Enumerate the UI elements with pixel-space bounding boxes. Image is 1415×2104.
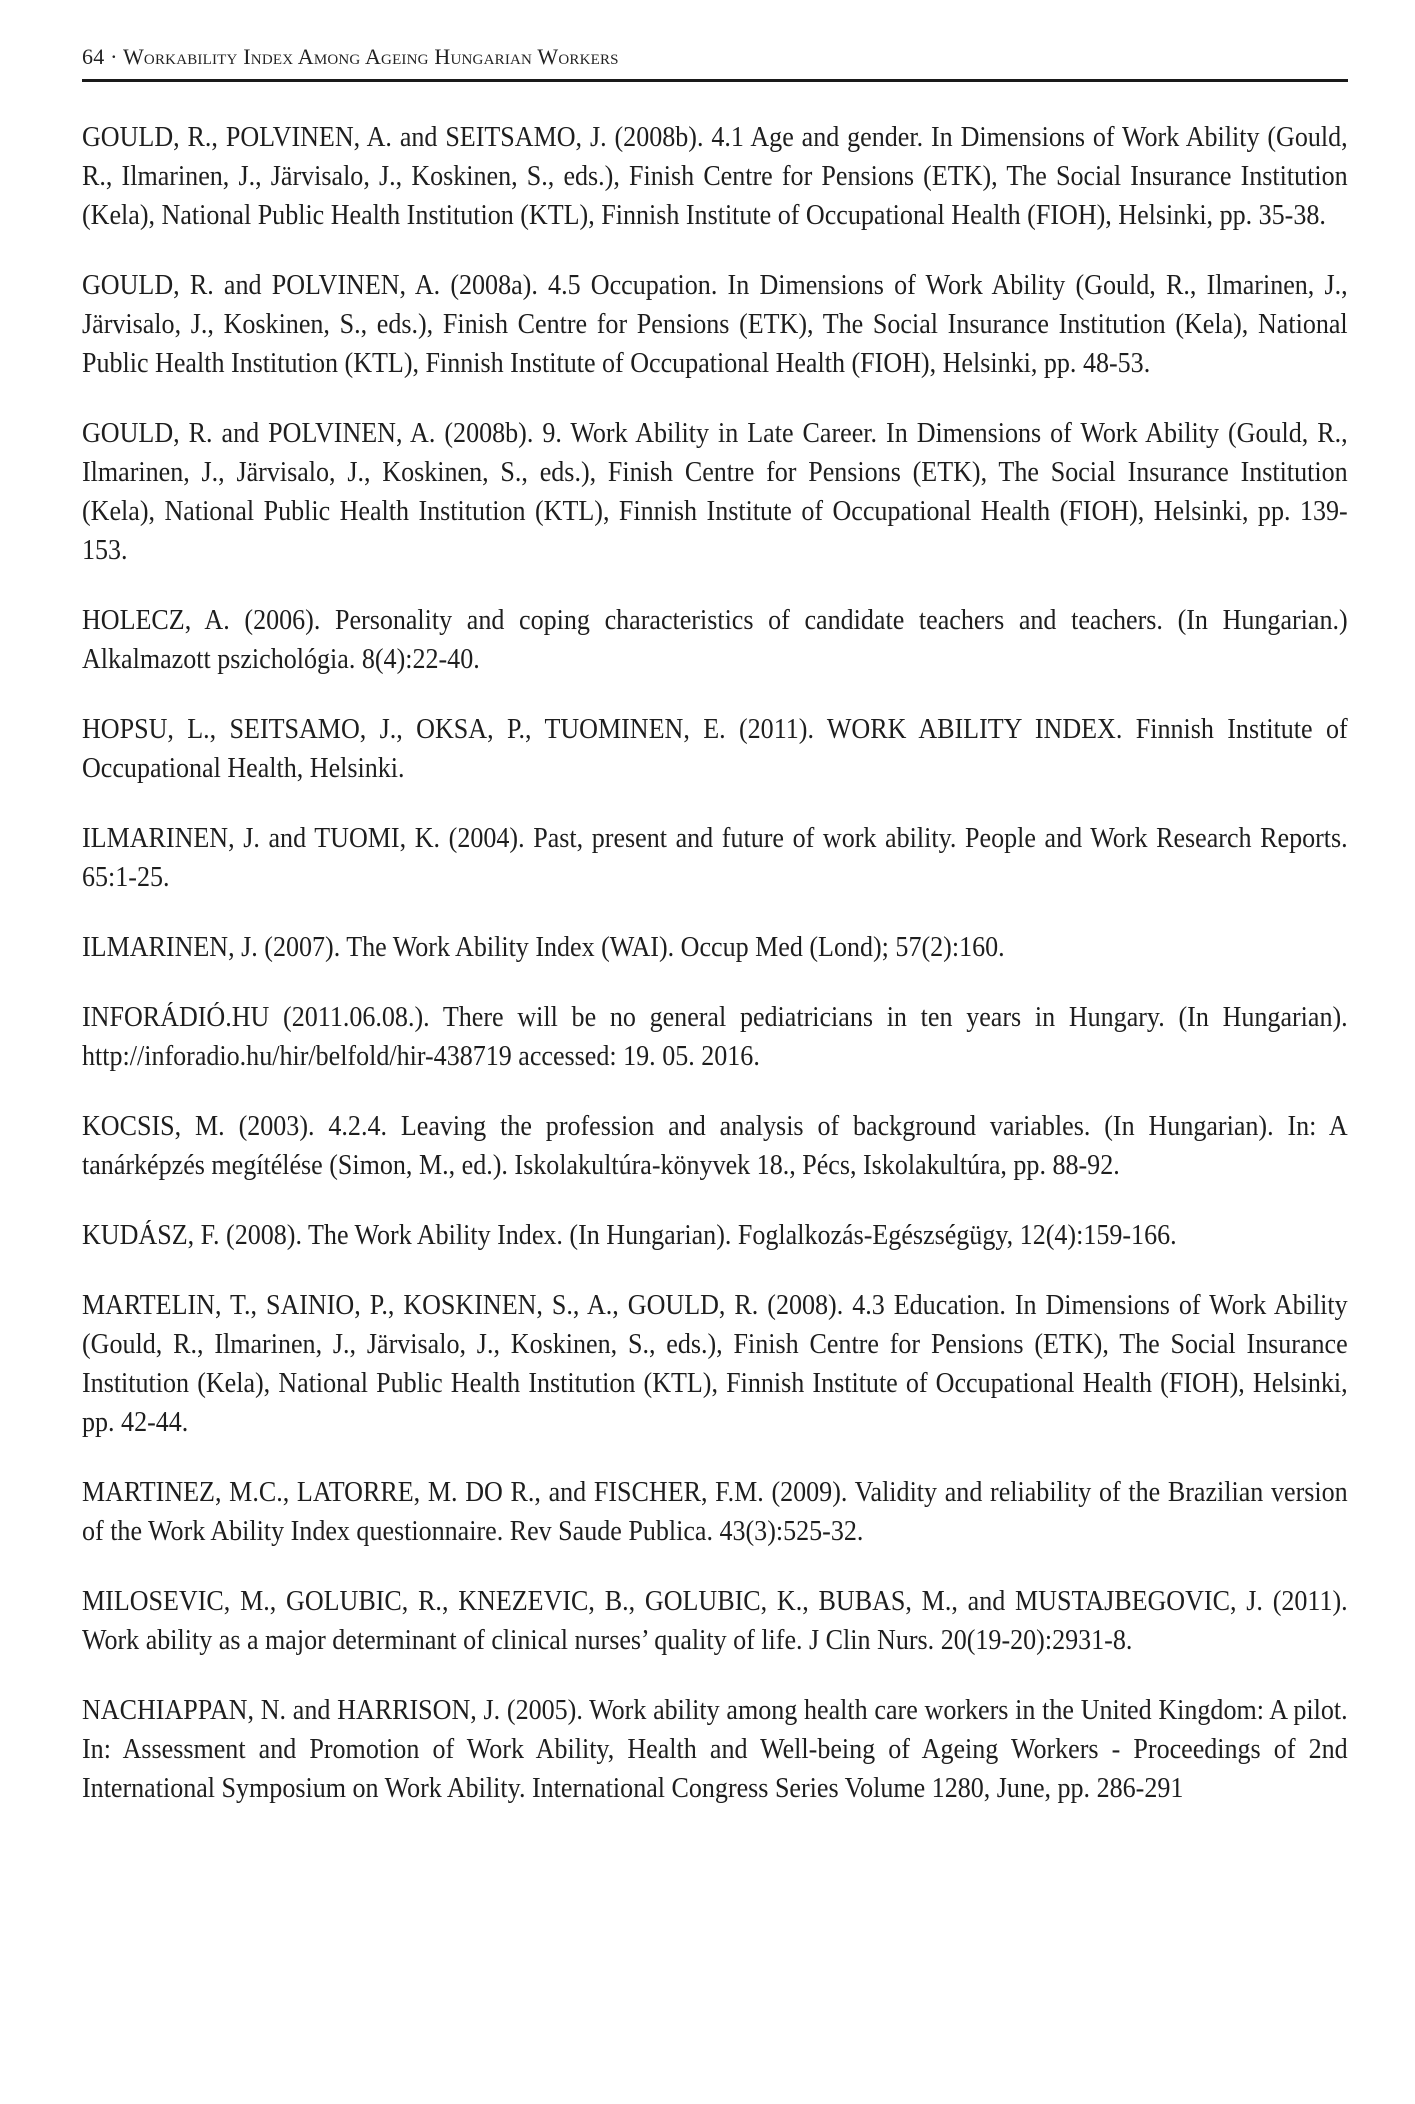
reference-entry: HOLECZ, A. (2006). Personality and coping characteristics of candidate teachers and teachers. (In Hungarian.) Alkalmazott pszichológia. 8(4):22-40.	[82, 605, 1348, 675]
reference-entry: NACHIAPPAN, N. and HARRISON, J. (2005). Work ability among health care workers in the United Kingdom: A pilot. In: Assessment and Promotion of Work Ability, Health and Well-being of Ageing Workers - Proceedings of 2nd International Symposium on Work Ability. International Congress Series Volume 1280, June, pp. 286-291	[82, 1695, 1348, 1804]
reference-entry: KOCSIS, M. (2003). 4.2.4. Leaving the profession and analysis of background variables. (In Hungarian). In: A tanárképzés megítélése (Simon, M., ed.). Iskolakultúra-könyvek 18., Pécs, Iskolakultúra, pp. 88-92.	[82, 1111, 1348, 1181]
reference-entry: KUDÁSZ, F. (2008). The Work Ability Index. (In Hungarian). Foglalkozás-Egészségügy, 12(4):159-166.	[82, 1220, 1177, 1251]
reference-entry: ILMARINEN, J. and TUOMI, K. (2004). Past, present and future of work ability. People and Work Research Reports. 65:1-25.	[82, 823, 1348, 893]
reference-list	[82, 118, 1348, 1839]
reference-entry: MILOSEVIC, M., GOLUBIC, R., KNEZEVIC, B., GOLUBIC, K., BUBAS, M., and MUSTAJBEGOVIC, J. (2011). Work ability as a major determinant of clinical nurses’ quality of life. J Clin Nurs. 20(19-20):2931-8.	[82, 1586, 1348, 1656]
reference-entry: ILMARINEN, J. (2007). The Work Ability Index (WAI). Occup Med (Lond); 57(2):160.	[82, 932, 1005, 963]
header-separator: ·	[110, 44, 118, 69]
reference-entry: INFORÁDIÓ.HU (2011.06.08.). There will be no general pediatricians in ten years in Hungary. (In Hungarian). http://inforadio.hu/hir/belfold/hir-438719 accessed: 19. 05. 2016.	[82, 1002, 1348, 1072]
reference-entry: GOULD, R., POLVINEN, A. and SEITSAMO, J. (2008b). 4.1 Age and gender. In Dimensions of Work Ability (Gould, R., Ilmarinen, J., Järvisalo, J., Koskinen, S., eds.), Finish Centre for Pensions (ETK), The Social Insurance Institution (Kela), National Public Health Institution (KTL), Finnish Institute of Occupational Health (FIOH), Helsinki, pp. 35-38.	[82, 122, 1348, 231]
running-title: Workability Index Among Ageing Hungarian Workers	[122, 44, 619, 69]
running-header	[82, 44, 1348, 70]
page-number: 64	[82, 44, 105, 69]
reference-entry: HOPSU, L., SEITSAMO, J., OKSA, P., TUOMINEN, E. (2011). WORK ABILITY INDEX. Finnish Institute of Occupational Health, Helsinki.	[82, 714, 1348, 784]
reference-entry: MARTINEZ, M.C., LATORRE, M. DO R., and FISCHER, F.M. (2009). Validity and reliability of the Brazilian version of the Work Ability Index questionnaire. Rev Saude Publica. 43(3):525-32.	[82, 1477, 1348, 1547]
header-rule	[82, 79, 1348, 82]
reference-entry: MARTELIN, T., SAINIO, P., KOSKINEN, S., A., GOULD, R. (2008). 4.3 Education. In Dimensions of Work Ability (Gould, R., Ilmarinen, J., Järvisalo, J., Koskinen, S., eds.), Finish Centre for Pensions (ETK), The Social Insurance Institution (Kela), National Public Health Institution (KTL), Finnish Institute of Occupational Health (FIOH), Helsinki, pp. 42-44.	[82, 1290, 1348, 1438]
reference-entry: GOULD, R. and POLVINEN, A. (2008b). 9. Work Ability in Late Career. In Dimensions of Work Ability (Gould, R., Ilmarinen, J., Järvisalo, J., Koskinen, S., eds.), Finish Centre for Pensions (ETK), The Social Insurance Institution (Kela), National Public Health Institution (KTL), Finnish Institute of Occupational Health (FIOH), Helsinki, pp. 139-153.	[82, 418, 1348, 566]
reference-entry: GOULD, R. and POLVINEN, A. (2008a). 4.5 Occupation. In Dimensions of Work Ability (Gould, R., Ilmarinen, J., Järvisalo, J., Koskinen, S., eds.), Finish Centre for Pensions (ETK), The Social Insurance Institution (Kela), National Public Health Institution (KTL), Finnish Institute of Occupational Health (FIOH), Helsinki, pp. 48-53.	[82, 270, 1348, 379]
